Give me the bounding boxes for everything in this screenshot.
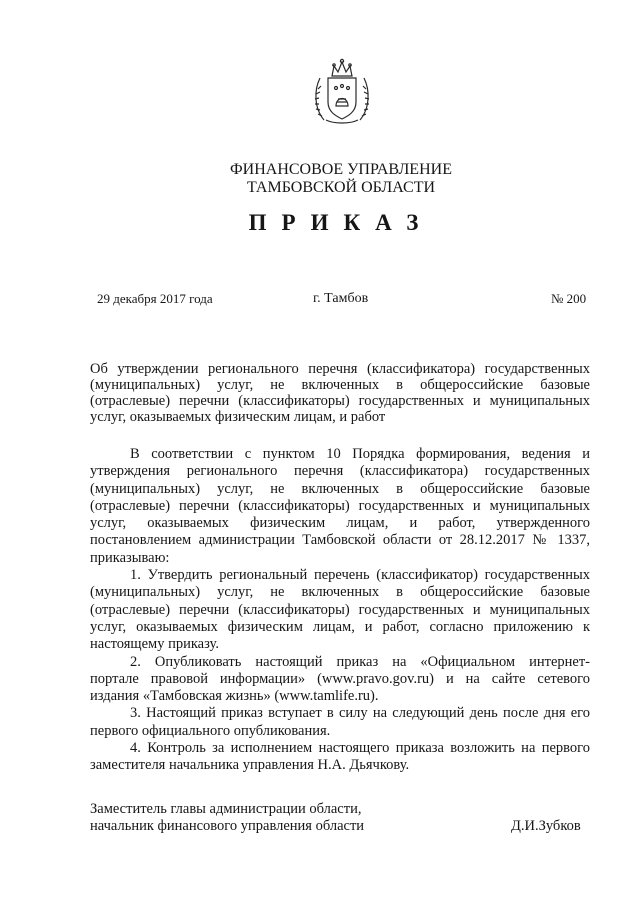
subject-line: (муниципальных) услуг, не включенных в общероссийские базовые [90, 377, 590, 393]
item-1-line: услуг, оказываемых физическим лицам, и работ, согласно приложению к [90, 618, 590, 635]
subject-line: (отраслевые) перечни (классификаторы) государственных и муниципальных [90, 393, 590, 409]
signer-position-line-2: начальник финансового управления области [90, 818, 365, 834]
signer-position-line-1: Заместитель главы администрации области, [90, 801, 362, 817]
preamble-line: (муниципальных) услуг, не включенных в общероссийские базовые [90, 480, 590, 497]
preamble-line: (отраслевые) перечни (классификаторы) государственных и муниципальных [90, 497, 590, 514]
item-4-line: 4. Контроль за исполнением настоящего приказа возложить на первого [130, 740, 590, 757]
signer-position [90, 801, 364, 835]
item-3-line: первого официального опубликования. [90, 722, 331, 739]
item-3-line: 3. Настоящий приказ вступает в силу на следующий день после дня его [130, 705, 590, 722]
item-1-line: (отраслевые) перечни (классификаторы) государственных и муниципальных [90, 601, 590, 618]
document-type-title: ПРИКАЗ [248, 210, 434, 235]
preamble-line: услуг, оказываемых физическим лицам, и работ, утвержденного [90, 515, 590, 532]
document-body [90, 446, 590, 775]
item-1-line: настоящему приказу. [90, 636, 219, 653]
preamble-line: постановлением администрации Тамбовской области от 28.12.2017 № 1337, [90, 532, 590, 549]
item-2-line: 2. Опубликовать настоящий приказ на «Официальном интернет- [130, 653, 590, 670]
item-2-line: издания «Тамбовская жизнь» (www.tamlife.ru). [90, 688, 379, 705]
document-date: 29 декабря 2017 года [97, 291, 213, 306]
coat-of-arms-icon [312, 56, 372, 126]
preamble-line: В соответствии с пунктом 10 Порядка формирования, ведения и [130, 446, 590, 462]
preamble-line: приказываю: [90, 549, 170, 566]
signer-name: Д.И.Зубков [511, 818, 581, 834]
item-2-line: портале правовой информации» (www.pravo.gov.ru) и на сайте сетевого [90, 670, 590, 687]
subject-line: Об утверждении регионального перечня (классификатора) государственных [90, 361, 590, 377]
document-city: г. Тамбов [313, 291, 369, 306]
document-number: № 200 [551, 291, 587, 306]
preamble-line: утверждения регионального перечня (классификатора) государственных [90, 463, 590, 480]
item-1-line: 1. Утвердить региональный перечень (классификатор) государственных [130, 567, 590, 584]
item-4-line: заместителя начальника управления Н.А. Дьячкову. [90, 757, 410, 774]
subject-line: услуг, оказываемых физическим лицам, и работ [90, 409, 386, 425]
org-name-line-2: ТАМБОВСКОЙ ОБЛАСТИ [246, 179, 436, 196]
item-1-line: (муниципальных) услуг, не включенных в общероссийские базовые [90, 584, 590, 601]
document-subject [90, 361, 590, 425]
org-name-line-1: ФИНАНСОВОЕ УПРАВЛЕНИЕ [230, 161, 452, 178]
